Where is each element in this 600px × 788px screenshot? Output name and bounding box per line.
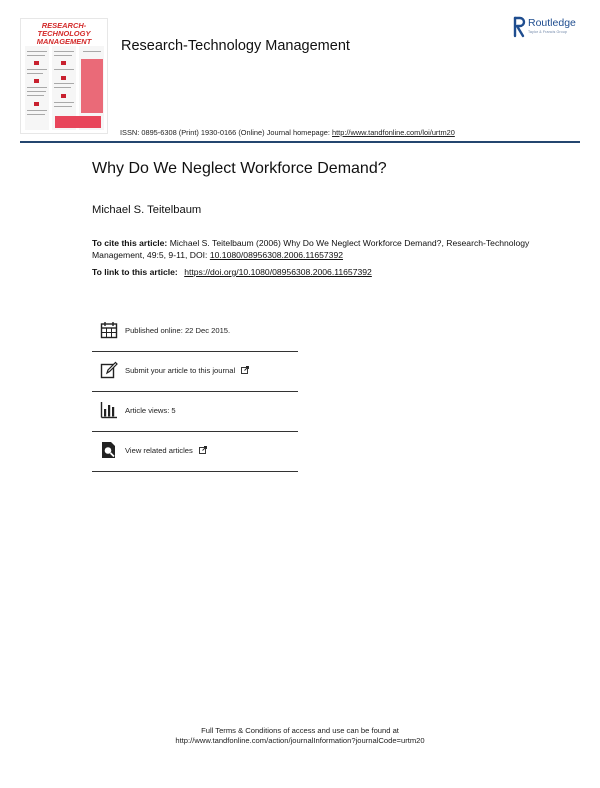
- cover-text-line: [54, 102, 74, 103]
- cover-bullet: [61, 94, 66, 98]
- cover-banner: [55, 116, 101, 128]
- search-document-icon: [100, 441, 118, 459]
- article-views-text: Article views: 5: [125, 406, 176, 415]
- cover-column-left: [25, 46, 49, 130]
- bar-chart-icon: [100, 401, 118, 419]
- routledge-r-icon: [512, 16, 526, 38]
- issn-text: ISSN: 0895-6308 (Print) 1930-0166 (Online) Journal homepage:: [120, 128, 330, 137]
- cover-text-line: [54, 83, 74, 84]
- cover-text-line: [27, 87, 47, 88]
- external-link-icon: [199, 446, 207, 454]
- header-divider: [20, 141, 580, 143]
- journal-title: Research-Technology Management: [121, 38, 350, 54]
- footer-line-1: Full Terms & Conditions of access and use can be found at: [201, 726, 399, 735]
- cover-text-line: [54, 51, 74, 52]
- calendar-icon: [100, 321, 118, 339]
- related-articles-label: View related articles: [125, 446, 193, 455]
- cover-bullet: [34, 102, 39, 106]
- publisher-tagline: Taylor & Francis Group: [528, 30, 567, 34]
- cover-text-line: [54, 106, 72, 107]
- cover-bullet: [61, 61, 66, 65]
- journal-homepage-link[interactable]: http://www.tandfonline.com/loi/urtm20: [332, 128, 455, 137]
- link-label: To link to this article:: [92, 267, 178, 277]
- footer-terms: [0, 726, 600, 746]
- cite-doi-link[interactable]: 10.1080/08956308.2006.11657392: [209, 250, 344, 260]
- publisher-name: Routledge: [528, 17, 576, 29]
- article-author: Michael S. Teitelbaum: [92, 204, 202, 216]
- cover-bullet: [34, 61, 39, 65]
- external-link-icon: [241, 366, 249, 374]
- cover-text-line: [54, 55, 72, 56]
- issn-line: [120, 128, 455, 137]
- cover-text-line: [27, 114, 45, 115]
- cover-text-line: [27, 110, 47, 111]
- info-row-published: [92, 311, 298, 352]
- cover-title: RESEARCH-TECHNOLOGY MANAGEMENT: [36, 21, 92, 46]
- citation-block: [92, 237, 532, 261]
- info-row-views: [92, 391, 298, 432]
- cite-label: To cite this article:: [92, 238, 168, 248]
- article-doi-link[interactable]: https://doi.org/10.1080/08956308.2006.11657392: [184, 267, 372, 277]
- submit-article-link[interactable]: [125, 366, 249, 375]
- related-articles-link[interactable]: [125, 446, 207, 455]
- article-title: Why Do We Neglect Workforce Demand?: [92, 160, 387, 177]
- cover-text-line: [83, 51, 101, 52]
- journal-cover-thumbnail: [20, 18, 108, 134]
- edit-icon: [100, 361, 118, 379]
- cover-text-line: [27, 51, 47, 52]
- cover-bullet: [34, 79, 39, 83]
- cover-text-line: [27, 55, 45, 56]
- cover-text-line: [54, 69, 74, 70]
- cover-text-line: [27, 95, 44, 96]
- cover-text-line: [27, 91, 46, 92]
- cover-text-line: [27, 73, 43, 74]
- cite-text: Michael S. Teitelbaum (2006) Why Do We Neglect Workforce Demand?, Research-Technology Management, 49:5, 9-11, DOI:: [92, 238, 530, 260]
- footer-terms-link[interactable]: http://www.tandfonline.com/action/journalInformation?journalCode=urtm20: [175, 736, 425, 745]
- submit-article-label: Submit your article to this journal: [125, 366, 236, 375]
- article-link-line: [92, 267, 372, 277]
- info-row-related[interactable]: [92, 431, 298, 472]
- published-date-text: Published online: 22 Dec 2015.: [125, 326, 231, 335]
- cover-feature-block: [81, 59, 103, 113]
- info-row-submit[interactable]: [92, 351, 298, 392]
- cover-text-line: [27, 69, 47, 70]
- routledge-logo: [512, 16, 582, 40]
- cover-bullet: [61, 76, 66, 80]
- cover-text-line: [54, 87, 71, 88]
